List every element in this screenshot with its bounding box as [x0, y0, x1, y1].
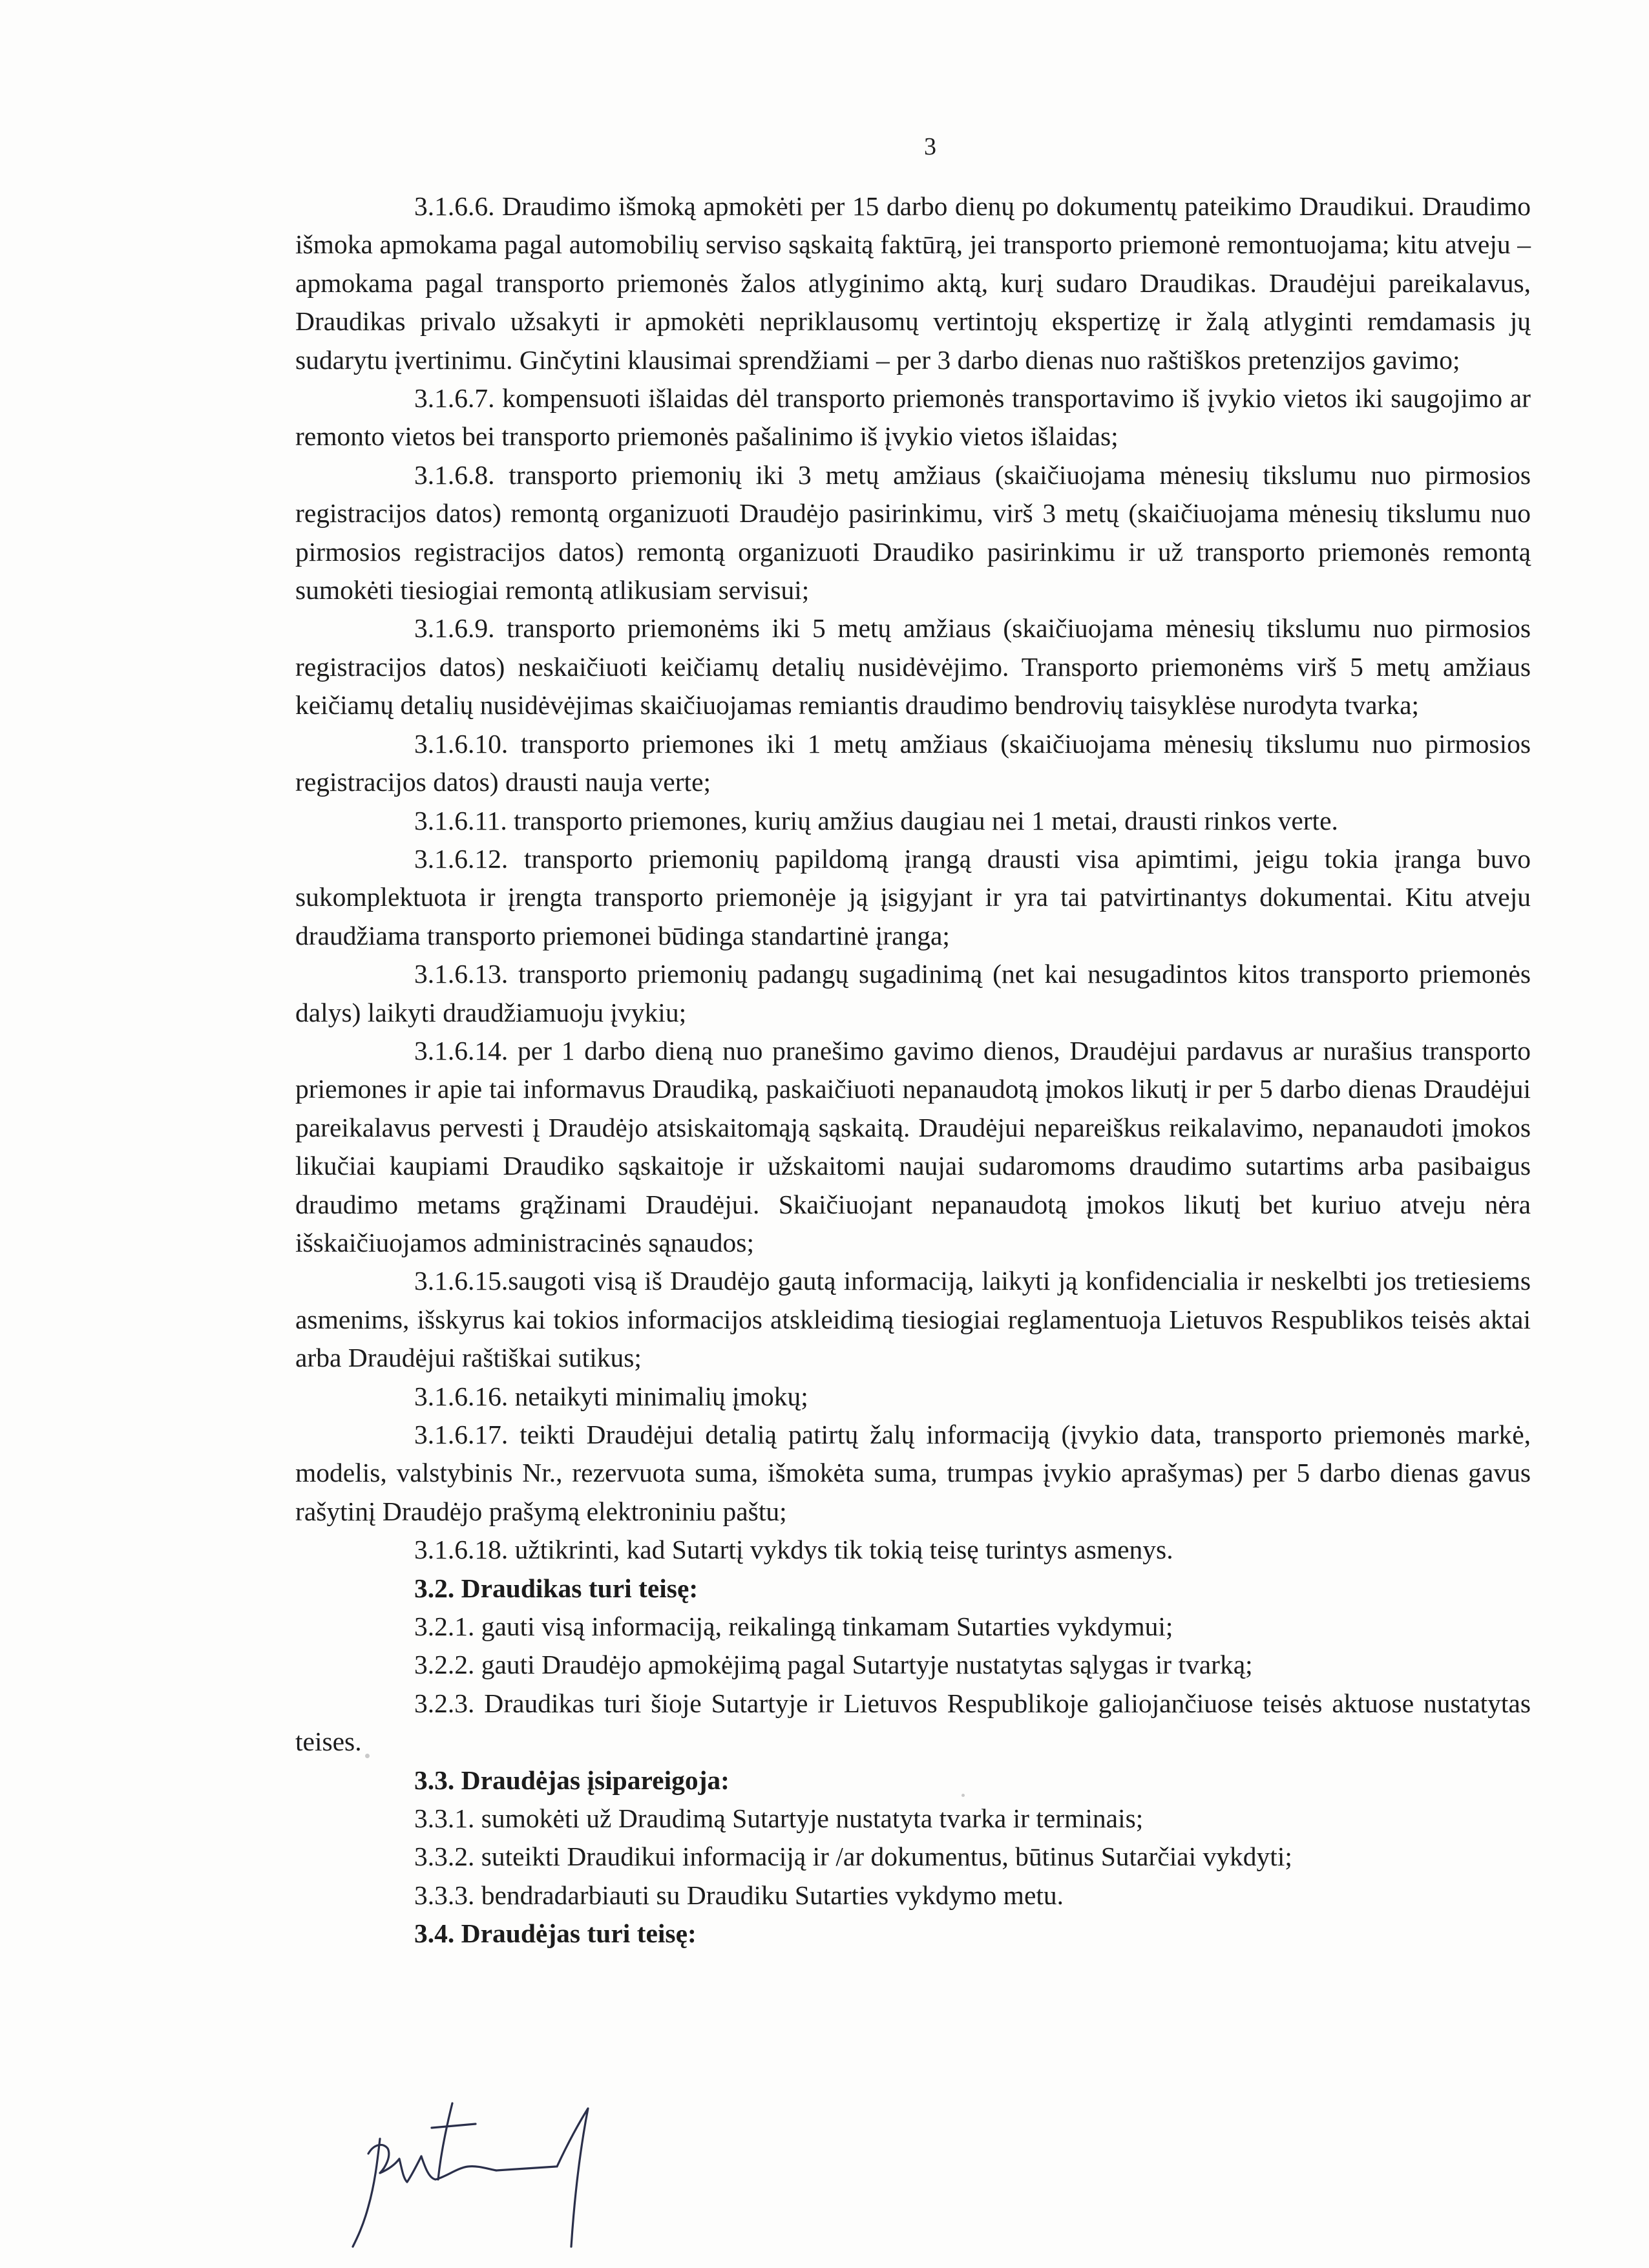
clause-3-2-1: 3.2.1. gauti visą informaciją, reikalingą tinkamam Sutarties vykdymui;	[414, 1612, 1173, 1642]
clause-3-1-6-12: 3.1.6.12. transporto priemonių papildomą įrangą drausti visa apimtimi, jeigu tokia įranga buvo sukomplektuota ir įrengta transporto priemonėje ją įsigyjant ir yra tai patvirtinantys dokumentai. Kitu atveju draudžiama transporto priemonei būdinga standartinė įranga;	[295, 843, 1531, 950]
signature-stroke	[421, 2156, 496, 2179]
signature-stroke	[438, 2103, 452, 2179]
clause-3-3-1: 3.3.1. sumokėti už Draudimą Sutartyje nustatyta tvarka ir terminais;	[414, 1803, 1144, 1834]
clause-3-2-3: 3.2.3. Draudikas turi šioje Sutartyje ir Lietuvos Respublikoje galiojančiuose teisės aktuose nustatytas teises.	[295, 1688, 1531, 1757]
clause-3-1-6-6: 3.1.6.6. Draudimo išmoką apmokėti per 15 darbo dienų po dokumentų pateikimo Draudikui. Draudimo išmoka apmokama pagal automobilių serviso sąskaitą faktūrą, jei transporto priemonė remontuojama; kitu atveju – apmokama pagal transporto priemonės žalos atlyginimo aktą, kurį sudaro Draudikas. Draudėjui pareikalavus, Draudikas privalo užsakyti ir apmokėti nepriklausomų vertintojų ekspertizę ir žalą atlyginti remdamasis jų sudarytu įvertinimu. Ginčytini klausimai sprendžiami – per 3 darbo dienas nuo raštiškos pretenzijos gavimo;	[295, 191, 1531, 375]
section-heading-3-4: 3.4. Draudėjas turi teisę:	[414, 1918, 697, 1949]
signature-stroke	[432, 2124, 476, 2128]
clause-3-1-6-7: 3.1.6.7. kompensuoti išlaidas dėl transporto priemonės transportavimo iš įvykio vietos iki saugojimo ar remonto vietos bei transporto priemonės pašalinimo iš įvykio vietos išlaidas;	[295, 383, 1531, 452]
clause-3-1-6-17: 3.1.6.17. teikti Draudėjui detalią patirtų žalų informaciją (įvykio data, transporto priemonės markė, modelis, valstybinis Nr., rezervuota suma, išmokėta suma, trumpas įvykio aprašymas) per 5 darbo dienas gavus rašytinį Draudėjo prašymą elektroniniu paštu;	[295, 1420, 1531, 1526]
scan-speck	[365, 1754, 370, 1758]
clause-3-1-6-10: 3.1.6.10. transporto priemones iki 1 metų amžiaus (skaičiuojama mėnesių tikslumu nuo pirmosios registracijos datos) drausti nauja verte;	[295, 728, 1531, 797]
handwritten-signature	[349, 2097, 737, 2252]
clause-3-1-6-15: 3.1.6.15.saugoti visą iš Draudėjo gautą informaciją, laikyti ją konfidencialia ir neskelbti jos tretiesiems asmenims, išskyrus kai tokios informacijos atskleidimą tiesiogiai reglamentuoja Lietuvos Respublikos teisės aktai arba Draudėjui raštiškai sutikus;	[295, 1266, 1531, 1373]
signature-stroke	[353, 2139, 380, 2247]
section-heading-3-2: 3.2. Draudikas turi teisę:	[414, 1573, 698, 1603]
page-number: 3	[924, 133, 936, 160]
clause-3-1-6-14: 3.1.6.14. per 1 darbo dieną nuo pranešimo gavimo dienos, Draudėjui pardavus ar nurašius transporto priemones ir apie tai informavus Draudiką, paskaičiuoti nepanaudotą įmokos likutį ir per 5 darbo dienas Draudėjui pareikalavus pervesti į Draudėjo atsiskaitomąją sąskaitą. Draudėjui nepareiškus reikalavimo, nepanaudoti įmokos likučiai kaupiami Draudiko sąskaitoje ir užskaitomi naujai sudaromoms draudimo sutartims arba pasibaigus draudimo metams grąžinami Draudėjui. Skaičiuojant nepanaudotą įmokos likutį bet kuriuo atveju nėra išskaičiuojamos administracinės sąnaudos;	[295, 1035, 1531, 1257]
signature-stroke	[557, 2108, 588, 2247]
clause-3-1-6-13: 3.1.6.13. transporto priemonių padangų sugadinimą (net kai nesugadintos kitos transporto priemonės dalys) laikyti draudžiamuoju įvykiu;	[295, 959, 1531, 1027]
document-body	[295, 187, 1531, 1953]
clause-3-1-6-9: 3.1.6.9. transporto priemonėms iki 5 metų amžiaus (skaičiuojama mėnesių tikslumu nuo pirmosios registracijos datos) neskaičiuoti keičiamų detalių nusidėvėjimo. Transporto priemonėms virš 5 metų amžiaus keičiamų detalių nusidėvėjimas skaičiuojamas remiantis draudimo bendrovių taisyklėse nurodyta tvarka;	[295, 613, 1531, 720]
clause-3-1-6-8: 3.1.6.8. transporto priemonių iki 3 metų amžiaus (skaičiuojama mėnesių tikslumu nuo pirmosios registracijos datos) remontą organizuoti Draudėjo pasirinkimu, virš 3 metų (skaičiuojama mėnesių tikslumu nuo pirmosios registracijos datos) remontą organizuoti Draudiko pasirinkimu ir už transporto priemonės remontą sumokėti tiesiogiai remontą atlikusiam servisui;	[295, 459, 1531, 605]
clause-3-2-2: 3.2.2. gauti Draudėjo apmokėjimą pagal Sutartyje nustatytas sąlygas ir tvarką;	[414, 1650, 1253, 1680]
clause-3-1-6-16: 3.1.6.16. netaikyti minimalių įmokų;	[414, 1381, 808, 1411]
clause-3-3-2: 3.3.2. suteikti Draudikui informaciją ir /ar dokumentus, būtinus Sutarčiai vykdyti;	[414, 1842, 1292, 1872]
clause-3-1-6-18: 3.1.6.18. užtikrinti, kad Sutartį vykdys tik tokią teisę turintys asmenys.	[414, 1535, 1173, 1565]
scan-speck	[961, 1794, 965, 1797]
signature-stroke	[496, 2167, 556, 2170]
clause-3-3-3: 3.3.3. bendradarbiauti su Draudiku Sutarties vykdymo metu.	[414, 1880, 1064, 1910]
clause-3-1-6-11: 3.1.6.11. transporto priemones, kurių amžius daugiau nei 1 metai, drausti rinkos verte.	[414, 805, 1338, 835]
section-heading-3-3: 3.3. Draudėjas įsipareigoja:	[414, 1765, 730, 1795]
